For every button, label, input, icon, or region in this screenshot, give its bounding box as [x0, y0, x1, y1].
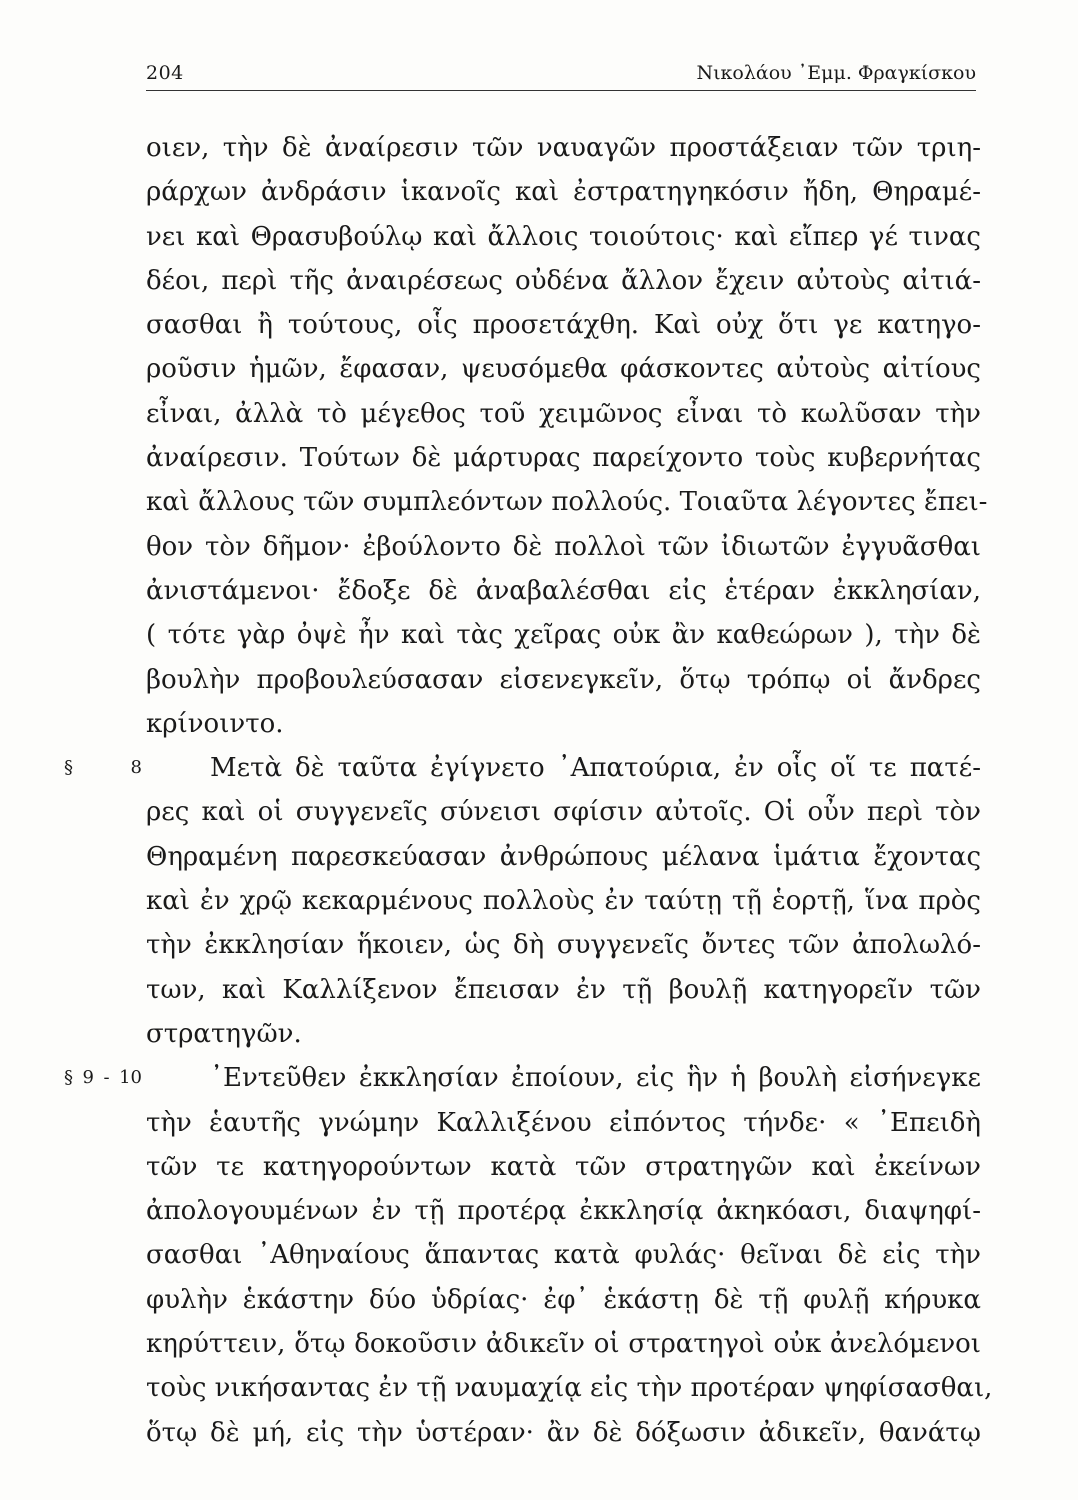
text-line: κρίνοιντο. — [146, 708, 284, 739]
text-line: ρες καὶ οἱ συγγενεῖς σύνεισι σφίσιν αὐτοῖς. Οἱ οὖν περὶ τὸν — [146, 797, 981, 828]
text-line: ὅτῳ δὲ μή, εἰς τὴν ὑστέραν· ἂν δὲ δόξωσιν ἀδικεῖν, θανάτῳ — [146, 1417, 981, 1448]
text-line: των, καὶ Καλλίξενον ἔπεισαν ἐν τῇ βουλῇ κατηγορεῖν τῶν — [146, 974, 981, 1005]
section-marker-8: § 8 — [64, 757, 142, 779]
text-line: ἀνιστάμενοι· ἔδοξε δὲ ἀναβαλέσθαι εἰς ἑτέραν ἐκκλησίαν, — [146, 575, 981, 606]
text-line: φυλὴν ἑκάστην δύο ὑδρίας· ἐφ᾿ ἑκάστῃ δὲ τῇ φυλῇ κήρυκα — [146, 1284, 981, 1315]
text-line: σασθαι ᾿Αθηναίους ἅπαντας κατὰ φυλάς· θεῖναι δὲ εἰς τὴν — [146, 1240, 981, 1271]
text-line: καὶ ἄλλους τῶν συμπλεόντων πολλούς. Τοιαῦτα λέγοντες ἔπει- — [146, 487, 988, 518]
running-head-author: Νικολάου ᾿Εμμ. Φραγκίσκου — [696, 62, 976, 84]
text-line: στρατηγῶν. — [146, 1018, 302, 1049]
text-line: ἀναίρεσιν. Τούτων δὲ μάρτυρας παρείχοντο τοὺς κυβερνήτας — [146, 443, 981, 474]
text-line: εἶναι, ἀλλὰ τὸ μέγεθος τοῦ χειμῶνος εἶναι τὸ κωλῦσαν τὴν — [146, 398, 981, 429]
text-line-section-start — [64, 1056, 981, 1100]
text-line: οιεν, τὴν δὲ ἀναίρεσιν τῶν ναυαγῶν προστάξειαν τῶν τριη- — [146, 133, 981, 163]
text-line-content: ᾿Εντεῦθεν ἐκκλησίαν ἐποίουν, εἰς ἣν ἡ βουλὴ εἰσήνεγκε — [210, 1063, 981, 1094]
text-line: τὴν ἐκκλησίαν ἥκοιεν, ὡς δὴ συγγενεῖς ὄντες τῶν ἀπολωλό- — [146, 930, 981, 961]
text-line: τῶν τε κατηγορούντων κατὰ τῶν στρατηγῶν καὶ ἐκείνων — [146, 1151, 981, 1182]
page-number: 204 — [146, 62, 184, 84]
section-marker-9-10: § 9 - 10 — [64, 1067, 142, 1089]
text-line: τοὺς νικήσαντας ἐν τῇ ναυμαχίᾳ εἰς τὴν προτέραν ψηφίσασθαι, — [146, 1373, 993, 1404]
text-line: Θηραμένη παρεσκεύασαν ἀνθρώπους μέλανα ἱμάτια ἔχοντας — [146, 841, 981, 872]
text-line: κηρύττειν, ὅτῳ δοκοῦσιν ἀδικεῖν οἱ στρατηγοὶ οὐκ ἀνελόμενοι — [146, 1329, 981, 1360]
text-line: θον τὸν δῆμον· ἐβούλοντο δὲ πολλοὶ τῶν ἰδιωτῶν ἐγγυᾶσθαι — [146, 531, 981, 562]
body-text — [64, 126, 993, 1455]
text-line: σασθαι ἢ τούτους, οἷς προσετάχθη. Καὶ οὐχ ὅτι γε κατηγο- — [146, 310, 981, 341]
text-line: δέοι, περὶ τῆς ἀναιρέσεως οὐδένα ἄλλον ἔχειν αὐτοὺς αἰτιά- — [146, 265, 981, 296]
text-line: νει καὶ Θρασυβούλῳ καὶ ἄλλοις τοιούτοις· καὶ εἴπερ γέ τινας — [146, 221, 981, 252]
text-line-content: Μετὰ δὲ ταῦτα ἐγίγνετο ᾿Απατούρια, ἐν οἷς οἵ τε πατέ- — [210, 753, 981, 784]
text-line: ροῦσιν ἡμῶν, ἔφασαν, ψευσόμεθα φάσκοντες αὐτοὺς αἰτίους — [146, 354, 981, 385]
text-line: ράρχων ἀνδράσιν ἱκανοῖς καὶ ἐστρατηγηκόσιν ἤδη, Θηραμέ- — [146, 177, 981, 208]
running-head — [146, 58, 976, 91]
text-line: ( τότε γὰρ ὀψὲ ἦν καὶ τὰς χεῖρας οὐκ ἂν καθεώρων ), τὴν δὲ — [146, 620, 981, 651]
text-line: βουλὴν προβουλεύσασαν εἰσενεγκεῖν, ὅτῳ τρόπῳ οἱ ἄνδρες — [146, 664, 981, 695]
text-line: τὴν ἑαυτῆς γνώμην Καλλιξένου εἰπόντος τήνδε· « ᾿Επειδὴ — [146, 1107, 981, 1138]
text-line: ἀπολογουμένων ἐν τῇ προτέρᾳ ἐκκλησίᾳ ἀκηκόασι, διαψηφί- — [146, 1196, 981, 1227]
text-line: καὶ ἐν χρῷ κεκαρμένους πολλοὺς ἐν ταύτῃ τῇ ἑορτῇ, ἵνα πρὸς — [146, 886, 981, 917]
text-line-section-start — [64, 746, 981, 790]
